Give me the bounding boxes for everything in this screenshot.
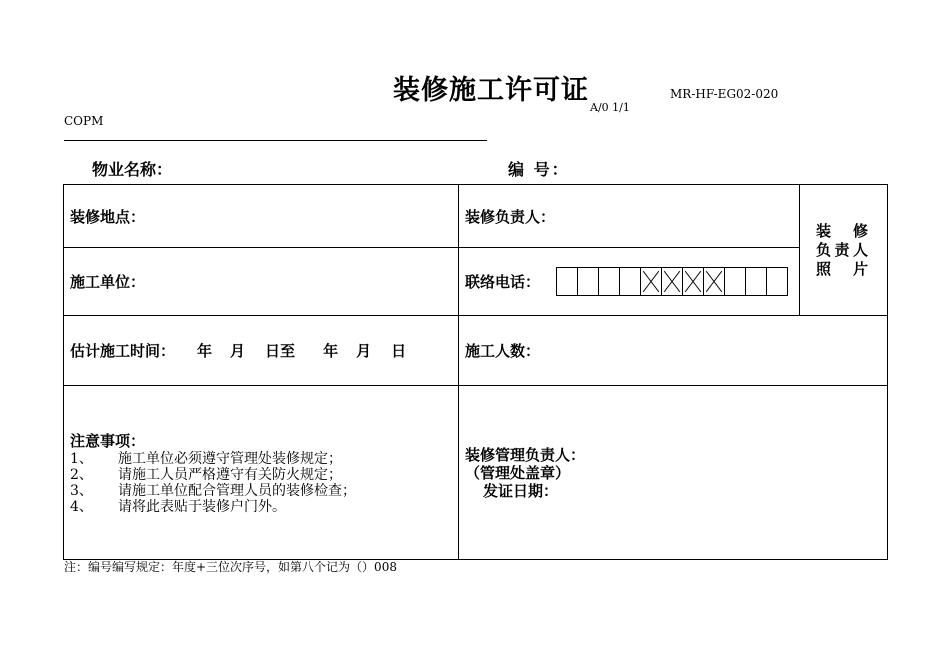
note-item [70,467,458,483]
phone-digit-box[interactable] [745,268,766,295]
contractor-label: 施工单位： [70,273,146,291]
phone-digit-box-crossed[interactable] [640,268,661,295]
note-item [70,499,458,515]
manager-cell[interactable] [459,386,888,560]
phone-label: 联络电话： [465,273,541,291]
note-number: 2、 [70,467,93,483]
notes-cell [64,386,459,560]
note-number: 4、 [70,499,93,515]
property-name-label: 物业名称： [92,160,173,179]
photo-line-1: 装 修 [816,221,868,240]
time-label: 估计施工时间： [70,342,176,360]
phone-digit-box-crossed[interactable] [703,268,724,295]
note-number: 1、 [70,451,93,467]
time-month-1: 月 [230,342,246,360]
time-year-2: 年 [323,342,339,360]
owner-cell[interactable] [459,185,800,248]
note-item [70,451,458,467]
document-title: 装修施工许可证 [393,75,589,106]
phone-digit-box[interactable] [577,268,598,295]
note-number: 3、 [70,483,93,499]
version-label: A/0 1/1 [590,101,630,114]
issue-date-label: 发证日期： [483,481,559,500]
workers-label: 施工人数： [465,342,541,360]
phone-digit-box-crossed[interactable] [682,268,703,295]
note-text: 请施工人员严格遵守有关防火规定； [118,467,342,483]
phone-cell[interactable] [459,248,800,316]
note-text: 请施工单位配合管理人员的装修检查； [118,483,356,499]
phone-digit-box[interactable] [557,268,577,295]
time-year-1: 年 [197,342,213,360]
permit-form-table [63,184,888,560]
phone-digit-box[interactable] [724,268,745,295]
footnote: 注：编号编写规定：年度+三位次序号，如第八个记为（）008 [64,560,397,574]
phone-digit-box[interactable] [619,268,640,295]
photo-line-3: 照 片 [816,259,868,278]
photo-cell [800,185,888,316]
owner-label: 装修负责人： [465,207,556,226]
phone-digit-box[interactable] [598,268,619,295]
phone-digit-box[interactable] [766,268,787,295]
note-text: 施工单位必须遵守管理处装修规定； [118,451,342,467]
time-month-2: 月 [356,342,372,360]
number-label: 编 号： [508,160,570,179]
phone-digit-box-crossed[interactable] [661,268,682,295]
photo-line-2: 负责人 [816,240,868,259]
location-label: 装修地点： [70,207,146,226]
company-label: COPM [64,114,104,128]
time-cell[interactable] [64,316,459,386]
header-divider [64,140,487,141]
contractor-cell[interactable] [64,248,459,316]
note-item [70,483,458,499]
location-cell[interactable] [64,185,459,248]
time-day-2: 日 [391,342,407,360]
workers-cell[interactable] [459,316,888,386]
note-text: 请将此表贴于装修户门外。 [118,499,286,515]
form-code: MR-HF-EG02-020 [670,87,779,101]
phone-digit-boxes[interactable] [556,267,788,296]
time-day-to: 日至 [265,342,296,360]
manager-label: 装修管理负责人： [465,445,586,464]
notes-title: 注意事项： [70,432,146,450]
stamp-label: （管理处盖章） [465,463,571,482]
